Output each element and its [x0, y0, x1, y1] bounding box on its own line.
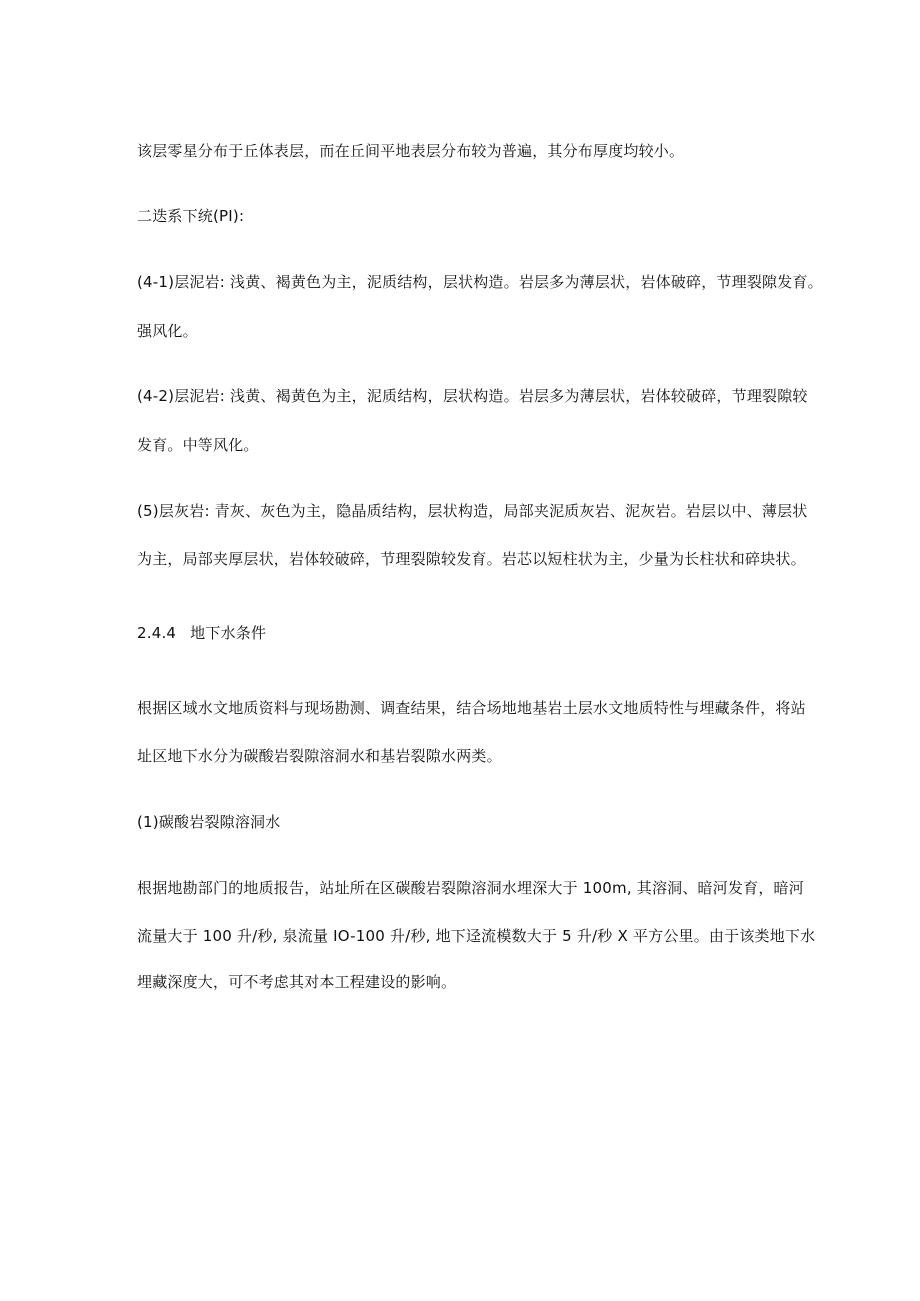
layer-4-1-line-1: (4-1)层泥岩: 浅黄、褐黄色为主，泥质结构，层状构造。岩层多为薄层状，岩体破碎，节理裂隙发育。: [137, 273, 823, 291]
layer-4-2-line-1: (4-2)层泥岩: 浅黄、褐黄色为主，泥质结构，层状构造。岩层多为薄层状，岩体较破碎，节理裂隙较: [137, 387, 808, 405]
layer-4-1-line-2: 强风化。: [137, 322, 198, 340]
groundwater-intro-line-1: 根据区域水文地质资料与现场勘测、调查结果，结合场地地基岩土层水文地质特性与埋藏条件，将站: [137, 699, 806, 717]
section-heading: [137, 623, 266, 643]
stratum-heading: 二迭系下统(PI):: [137, 207, 245, 225]
karst-water-line-3: 埋藏深度大，可不考虑其对本工程建设的影响。: [137, 973, 457, 991]
layer-4-2-line-2: 发育。中等风化。: [137, 436, 259, 454]
karst-water-line-1: 根据地勘部门的地质报告，站址所在区碳酸岩裂隙溶洞水埋深大于 100m, 其溶洞、暗河发育，暗河: [137, 879, 804, 897]
section-number: 2.4.4: [137, 624, 177, 642]
groundwater-intro-line-2: 址区地下水分为碳酸岩裂隙溶洞水和基岩裂隙水两类。: [137, 747, 502, 765]
karst-water-line-2: 流量大于 100 升/秒, 泉流量 IO-100 升/秒, 地下迳流模数大于 5 升/秒 X 平方公里。由于该类地下水: [137, 927, 816, 945]
section-title: 地下水条件: [190, 624, 267, 642]
layer-5-line-1: (5)层灰岩: 青灰、灰色为主，隐晶质结构，层状构造，局部夹泥质灰岩、泥灰岩。岩层以中、薄层状: [137, 502, 808, 520]
intro-paragraph: 该层零星分布于丘体表层，而在丘间平地表层分布较为普遍，其分布厚度均较小。: [137, 142, 685, 160]
subsection-heading: (1)碳酸岩裂隙溶洞水: [137, 813, 281, 831]
layer-5-line-2: 为主，局部夹厚层状，岩体较破碎，节理裂隙较发育。岩芯以短柱状为主，少量为长柱状和碎块状。: [137, 550, 806, 568]
